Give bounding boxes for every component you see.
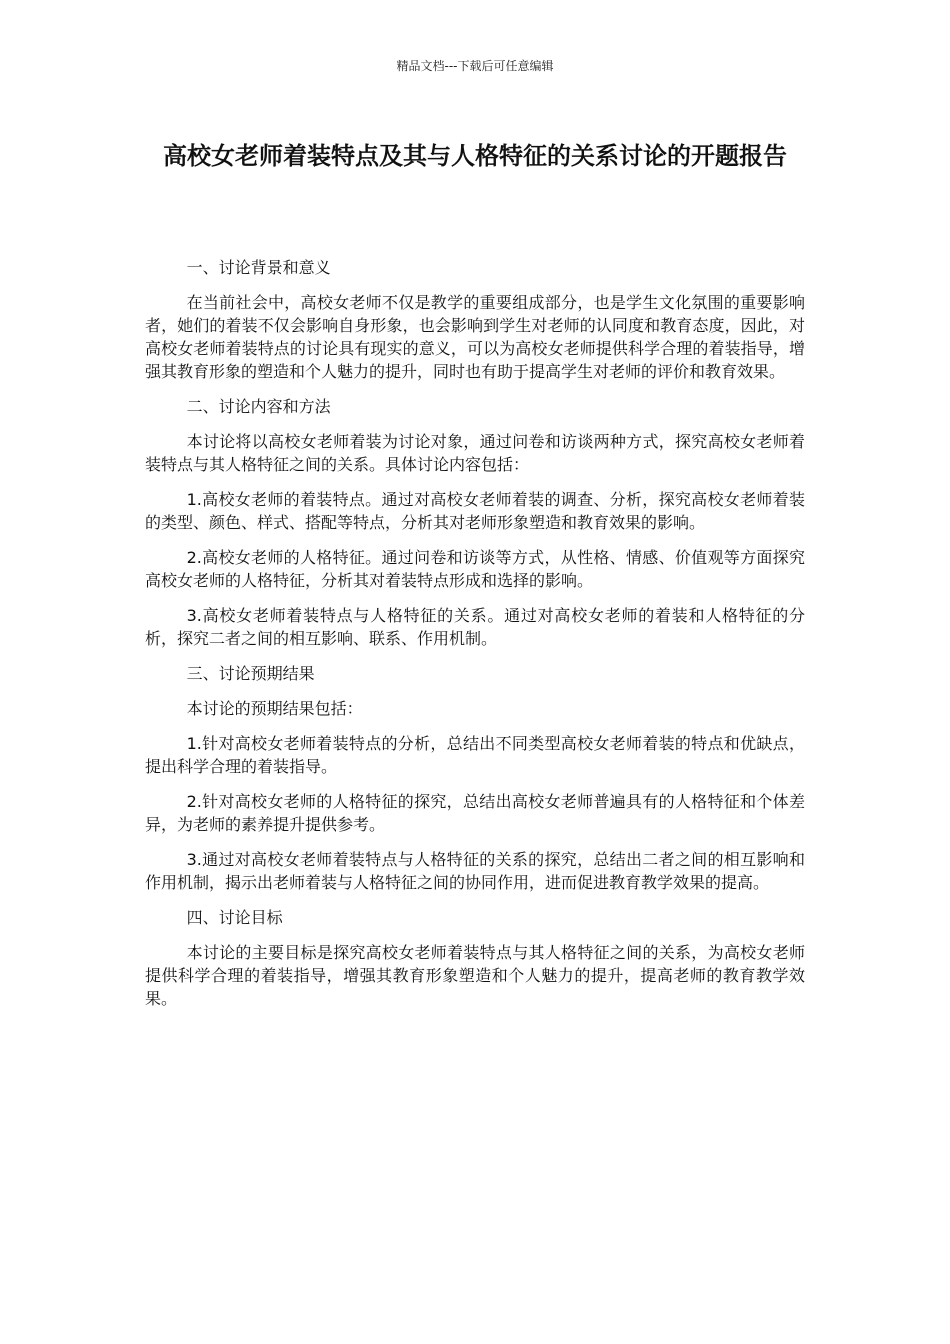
paragraph: 1.高校女老师的着装特点。通过对高校女老师着装的调查、分析，探究高校女老师着装的类型、颜色、样式、搭配等特点，分析其对老师形象塑造和教育效果的影响。	[145, 490, 805, 532]
section-heading-background: 一、讨论背景和意义	[186, 258, 331, 277]
paragraph: 本讨论的预期结果包括：	[186, 699, 363, 718]
section-heading-goals: 四、讨论目标	[186, 908, 283, 927]
section-heading-expected-results: 三、讨论预期结果	[186, 664, 315, 683]
document-title: 高校女老师着装特点及其与人格特征的关系讨论的开题报告	[163, 142, 787, 170]
section-heading-content-method: 二、讨论内容和方法	[186, 397, 331, 416]
paragraph: 本讨论将以高校女老师着装为讨论对象，通过问卷和访谈两种方式，探究高校女老师着装特点与其人格特征之间的关系。具体讨论内容包括：	[145, 432, 805, 474]
paragraph: 3.高校女老师着装特点与人格特征的关系。通过对高校女老师的着装和人格特征的分析，探究二者之间的相互影响、联系、作用机制。	[145, 606, 805, 648]
paragraph: 3.通过对高校女老师着装特点与人格特征的关系的探究，总结出二者之间的相互影响和作用机制，揭示出老师着装与人格特征之间的协同作用，进而促进教育教学效果的提高。	[145, 850, 805, 892]
paragraph: 2.针对高校女老师的人格特征的探究，总结出高校女老师普遍具有的人格特征和个体差异，为老师的素养提升提供参考。	[145, 792, 805, 834]
header-note: 精品文档---下载后可任意编辑	[396, 59, 554, 73]
paragraph: 2.高校女老师的人格特征。通过问卷和访谈等方式，从性格、情感、价值观等方面探究高校女老师的人格特征，分析其对着装特点形成和选择的影响。	[145, 548, 805, 590]
paragraph: 在当前社会中，高校女老师不仅是教学的重要组成部分，也是学生文化氛围的重要影响者，她们的着装不仅会影响自身形象，也会影响到学生对老师的认同度和教育态度，因此，对高校女老师着装特点的讨论具有现实的意义，可以为高校女老师提供科学合理的着装指导，增强其教育形象的塑造和个人魅力的提升，同时也有助于提高学生对老师的评价和教育效果。	[145, 293, 805, 381]
document-body	[145, 256, 805, 1022]
paragraph: 1.针对高校女老师着装特点的分析，总结出不同类型高校女老师着装的特点和优缺点，提出科学合理的着装指导。	[145, 734, 805, 776]
paragraph: 本讨论的主要目标是探究高校女老师着装特点与其人格特征之间的关系，为高校女老师提供科学合理的着装指导，增强其教育形象塑造和个人魅力的提升，提高老师的教育教学效果。	[145, 943, 805, 1008]
